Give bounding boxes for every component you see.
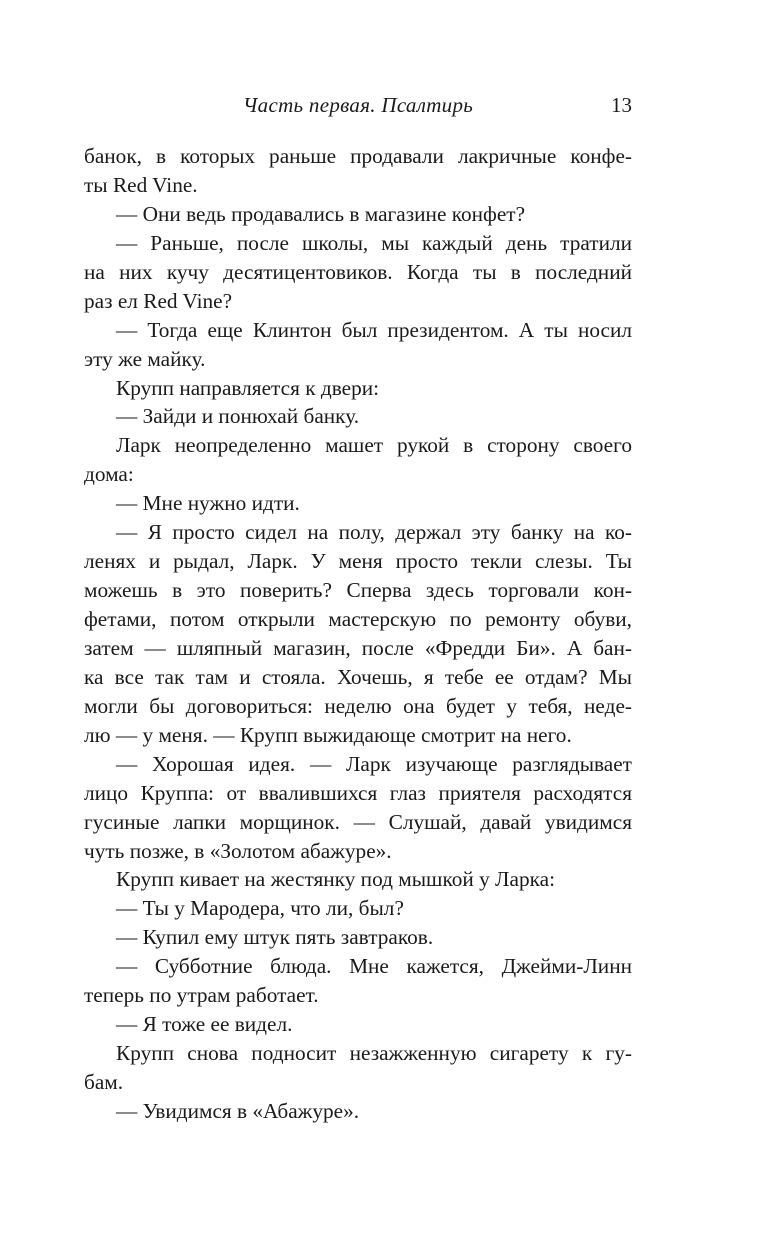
text-line: затем — шляпный магазин, после «Фредди Би». А бан-: [84, 635, 632, 660]
text-line: — Тогда еще Клинтон был президентом. А ты носил: [116, 317, 632, 342]
text-line: теперь по утрам работает.: [84, 983, 319, 1008]
text-line: Крупп кивает на жестянку под мышкой у Ларка:: [116, 867, 555, 892]
text-line: лицо Круппа: от ввалившихся глаз приятеля расходятся: [84, 780, 632, 805]
text-line: — Зайди и понюхай банку.: [116, 404, 360, 429]
text-line: ты Red Vine.: [84, 172, 198, 197]
text-line: — Увидимся в «Абажуре».: [116, 1098, 360, 1123]
text-line: лю — у меня. — Крупп выжидающе смотрит на него.: [84, 722, 572, 747]
text-line: на них кучу десятицентовиков. Когда ты в последний: [84, 259, 632, 284]
text-line: — Купил ему штук пять завтраков.: [116, 925, 434, 950]
text-line: Ларк неопределенно машет рукой в сторону своего: [116, 433, 632, 458]
text-line: раз ел Red Vine?: [84, 288, 233, 313]
text-line: могли бы договориться: неделю она будет у тебя, неде-: [84, 693, 632, 718]
text-line: Крупп снова подносит незажженную сигарету к гу-: [116, 1041, 632, 1066]
text-line: бам.: [84, 1070, 124, 1094]
text-line: можешь в это поверить? Сперва здесь торговали кон-: [84, 578, 632, 603]
text-line: дома:: [84, 462, 134, 487]
text-line: ленях и рыдал, Ларк. У меня просто текли слезы. Ты: [84, 549, 632, 574]
text-line: чуть позже, в «Золотом абажуре».: [84, 838, 392, 863]
text-line: — Раньше, после школы, мы каждый день тратили: [116, 230, 632, 255]
text-line: Крупп направляется к двери:: [116, 375, 380, 400]
text-line: — Я тоже ее видел.: [116, 1012, 293, 1037]
text-line: — Хорошая идея. — Ларк изучающе разглядывает: [116, 751, 632, 776]
running-title: Часть первая. Псалтирь: [242, 93, 474, 117]
text-line: — Ты у Мародера, что ли, был?: [116, 896, 404, 921]
text-line: — Я просто сидел на полу, держал эту банку на ко-: [116, 520, 632, 545]
page-header: [84, 90, 632, 120]
text-line: — Они ведь продавались в магазине конфет?: [116, 201, 526, 226]
page-number: 13: [611, 93, 632, 117]
text-line: — Субботние блюда. Мне кажется, Джейми-Линн: [116, 954, 632, 979]
text-line: ка все так там и стояла. Хочешь, я тебе ее отдам? Мы: [84, 664, 632, 689]
body-text: [84, 142, 632, 1126]
text-line: банок, в которых раньше продавали лакричные конфе-: [84, 144, 632, 168]
text-line: фетами, потом открыли мастерскую по ремонту обуви,: [84, 607, 632, 631]
text-line: эту же майку.: [84, 346, 206, 371]
text-line: гусиные лапки морщинок. — Слушай, давай увидимся: [84, 809, 632, 834]
text-line: — Мне нужно идти.: [116, 491, 300, 516]
